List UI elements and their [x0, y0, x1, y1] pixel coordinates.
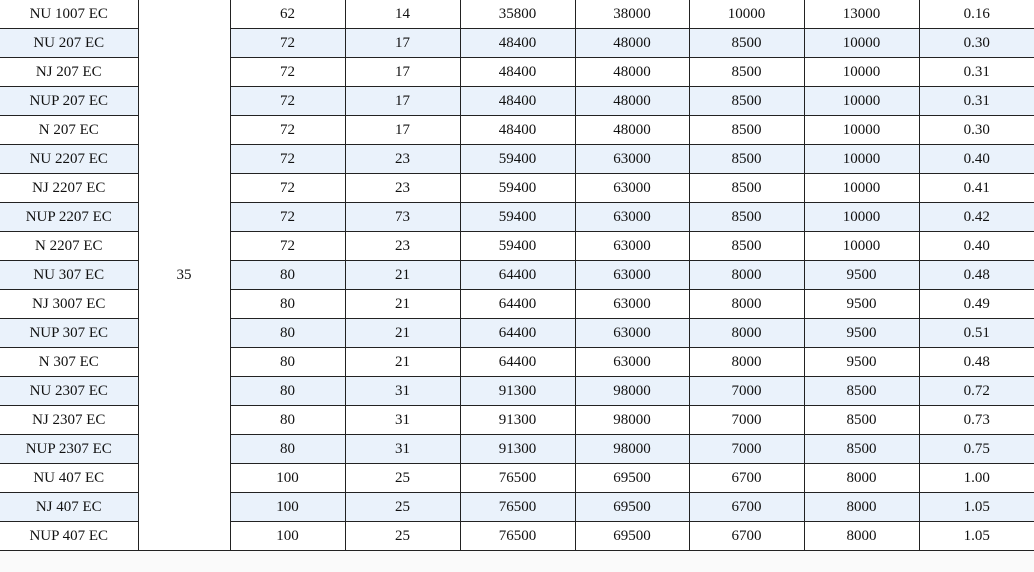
mass-cell: 0.16	[919, 0, 1034, 29]
limiting-speed-cell: 9500	[804, 319, 919, 348]
reference-speed-cell: 8500	[689, 87, 804, 116]
outer-diameter-cell: 72	[230, 232, 345, 261]
dynamic-load-cell: 91300	[460, 435, 575, 464]
static-load-cell: 98000	[575, 406, 689, 435]
reference-speed-cell: 7000	[689, 406, 804, 435]
outer-diameter-cell: 80	[230, 377, 345, 406]
reference-speed-cell: 8500	[689, 116, 804, 145]
outer-diameter-cell: 80	[230, 290, 345, 319]
designation-cell: NJ 2207 EC	[0, 174, 138, 203]
outer-diameter-cell: 100	[230, 464, 345, 493]
designation-cell: NU 2307 EC	[0, 377, 138, 406]
reference-speed-cell: 6700	[689, 522, 804, 551]
limiting-speed-cell: 10000	[804, 145, 919, 174]
mass-cell: 0.40	[919, 145, 1034, 174]
width-cell: 21	[345, 290, 460, 319]
width-cell: 17	[345, 116, 460, 145]
outer-diameter-cell: 72	[230, 87, 345, 116]
static-load-cell: 63000	[575, 319, 689, 348]
dynamic-load-cell: 48400	[460, 29, 575, 58]
outer-diameter-cell: 80	[230, 319, 345, 348]
limiting-speed-cell: 10000	[804, 232, 919, 261]
mass-cell: 0.40	[919, 232, 1034, 261]
reference-speed-cell: 7000	[689, 435, 804, 464]
static-load-cell: 69500	[575, 522, 689, 551]
dynamic-load-cell: 64400	[460, 290, 575, 319]
mass-cell: 0.48	[919, 261, 1034, 290]
width-cell: 21	[345, 261, 460, 290]
width-cell: 21	[345, 348, 460, 377]
outer-diameter-cell: 72	[230, 116, 345, 145]
static-load-cell: 69500	[575, 493, 689, 522]
designation-cell: NU 407 EC	[0, 464, 138, 493]
dynamic-load-cell: 59400	[460, 203, 575, 232]
mass-cell: 0.30	[919, 116, 1034, 145]
designation-cell: NU 1007 EC	[0, 0, 138, 29]
limiting-speed-cell: 8500	[804, 377, 919, 406]
width-cell: 23	[345, 145, 460, 174]
designation-cell: NUP 2307 EC	[0, 435, 138, 464]
reference-speed-cell: 8000	[689, 261, 804, 290]
width-cell: 73	[345, 203, 460, 232]
reference-speed-cell: 6700	[689, 493, 804, 522]
limiting-speed-cell: 9500	[804, 261, 919, 290]
outer-diameter-cell: 62	[230, 0, 345, 29]
outer-diameter-cell: 100	[230, 522, 345, 551]
dynamic-load-cell: 48400	[460, 116, 575, 145]
outer-diameter-cell: 72	[230, 145, 345, 174]
reference-speed-cell: 8000	[689, 290, 804, 319]
designation-cell: NJ 3007 EC	[0, 290, 138, 319]
reference-speed-cell: 8500	[689, 145, 804, 174]
reference-speed-cell: 8500	[689, 203, 804, 232]
mass-cell: 0.31	[919, 87, 1034, 116]
reference-speed-cell: 8500	[689, 174, 804, 203]
mass-cell: 0.31	[919, 58, 1034, 87]
static-load-cell: 38000	[575, 0, 689, 29]
width-cell: 31	[345, 435, 460, 464]
static-load-cell: 63000	[575, 290, 689, 319]
dynamic-load-cell: 64400	[460, 261, 575, 290]
designation-cell: NJ 407 EC	[0, 493, 138, 522]
width-cell: 17	[345, 87, 460, 116]
static-load-cell: 69500	[575, 464, 689, 493]
limiting-speed-cell: 10000	[804, 203, 919, 232]
reference-speed-cell: 8500	[689, 232, 804, 261]
width-cell: 14	[345, 0, 460, 29]
bore-diameter-merged-cell: 35	[138, 0, 230, 551]
static-load-cell: 63000	[575, 145, 689, 174]
designation-cell: NUP 407 EC	[0, 522, 138, 551]
designation-cell: NU 207 EC	[0, 29, 138, 58]
designation-cell: NJ 2307 EC	[0, 406, 138, 435]
width-cell: 25	[345, 522, 460, 551]
outer-diameter-cell: 72	[230, 174, 345, 203]
reference-speed-cell: 8500	[689, 29, 804, 58]
static-load-cell: 48000	[575, 87, 689, 116]
static-load-cell: 98000	[575, 435, 689, 464]
static-load-cell: 63000	[575, 203, 689, 232]
mass-cell: 0.73	[919, 406, 1034, 435]
static-load-cell: 63000	[575, 232, 689, 261]
dynamic-load-cell: 91300	[460, 377, 575, 406]
mass-cell: 0.51	[919, 319, 1034, 348]
width-cell: 21	[345, 319, 460, 348]
static-load-cell: 48000	[575, 116, 689, 145]
mass-cell: 1.05	[919, 522, 1034, 551]
reference-speed-cell: 10000	[689, 0, 804, 29]
dynamic-load-cell: 48400	[460, 58, 575, 87]
limiting-speed-cell: 9500	[804, 290, 919, 319]
outer-diameter-cell: 80	[230, 406, 345, 435]
outer-diameter-cell: 80	[230, 348, 345, 377]
limiting-speed-cell: 8500	[804, 435, 919, 464]
designation-cell: NUP 2207 EC	[0, 203, 138, 232]
reference-speed-cell: 8000	[689, 348, 804, 377]
mass-cell: 0.49	[919, 290, 1034, 319]
width-cell: 23	[345, 232, 460, 261]
limiting-speed-cell: 10000	[804, 87, 919, 116]
width-cell: 25	[345, 493, 460, 522]
static-load-cell: 98000	[575, 377, 689, 406]
table-row	[0, 0, 1034, 29]
static-load-cell: 63000	[575, 261, 689, 290]
width-cell: 31	[345, 406, 460, 435]
limiting-speed-cell: 10000	[804, 29, 919, 58]
reference-speed-cell: 6700	[689, 464, 804, 493]
width-cell: 17	[345, 58, 460, 87]
mass-cell: 0.30	[919, 29, 1034, 58]
static-load-cell: 63000	[575, 348, 689, 377]
dynamic-load-cell: 59400	[460, 174, 575, 203]
mass-cell: 0.42	[919, 203, 1034, 232]
limiting-speed-cell: 10000	[804, 116, 919, 145]
outer-diameter-cell: 72	[230, 203, 345, 232]
dynamic-load-cell: 35800	[460, 0, 575, 29]
outer-diameter-cell: 80	[230, 435, 345, 464]
outer-diameter-cell: 72	[230, 29, 345, 58]
mass-cell: 1.05	[919, 493, 1034, 522]
mass-cell: 1.00	[919, 464, 1034, 493]
dynamic-load-cell: 59400	[460, 145, 575, 174]
static-load-cell: 63000	[575, 174, 689, 203]
limiting-speed-cell: 8000	[804, 493, 919, 522]
dynamic-load-cell: 59400	[460, 232, 575, 261]
mass-cell: 0.41	[919, 174, 1034, 203]
limiting-speed-cell: 13000	[804, 0, 919, 29]
designation-cell: N 2207 EC	[0, 232, 138, 261]
mass-cell: 0.75	[919, 435, 1034, 464]
reference-speed-cell: 7000	[689, 377, 804, 406]
reference-speed-cell: 8500	[689, 58, 804, 87]
designation-cell: NUP 307 EC	[0, 319, 138, 348]
limiting-speed-cell: 8000	[804, 522, 919, 551]
designation-cell: NUP 207 EC	[0, 87, 138, 116]
mass-cell: 0.72	[919, 377, 1034, 406]
reference-speed-cell: 8000	[689, 319, 804, 348]
outer-diameter-cell: 80	[230, 261, 345, 290]
designation-cell: N 207 EC	[0, 116, 138, 145]
width-cell: 25	[345, 464, 460, 493]
limiting-speed-cell: 10000	[804, 58, 919, 87]
outer-diameter-cell: 100	[230, 493, 345, 522]
designation-cell: NJ 207 EC	[0, 58, 138, 87]
dynamic-load-cell: 76500	[460, 493, 575, 522]
outer-diameter-cell: 72	[230, 58, 345, 87]
mass-cell: 0.48	[919, 348, 1034, 377]
limiting-speed-cell: 8500	[804, 406, 919, 435]
width-cell: 23	[345, 174, 460, 203]
limiting-speed-cell: 10000	[804, 174, 919, 203]
width-cell: 31	[345, 377, 460, 406]
limiting-speed-cell: 9500	[804, 348, 919, 377]
dynamic-load-cell: 64400	[460, 319, 575, 348]
dynamic-load-cell: 76500	[460, 522, 575, 551]
static-load-cell: 48000	[575, 58, 689, 87]
designation-cell: NU 2207 EC	[0, 145, 138, 174]
width-cell: 17	[345, 29, 460, 58]
designation-cell: NU 307 EC	[0, 261, 138, 290]
static-load-cell: 48000	[575, 29, 689, 58]
dynamic-load-cell: 48400	[460, 87, 575, 116]
dynamic-load-cell: 76500	[460, 464, 575, 493]
designation-cell: N 307 EC	[0, 348, 138, 377]
dynamic-load-cell: 64400	[460, 348, 575, 377]
limiting-speed-cell: 8000	[804, 464, 919, 493]
dynamic-load-cell: 91300	[460, 406, 575, 435]
